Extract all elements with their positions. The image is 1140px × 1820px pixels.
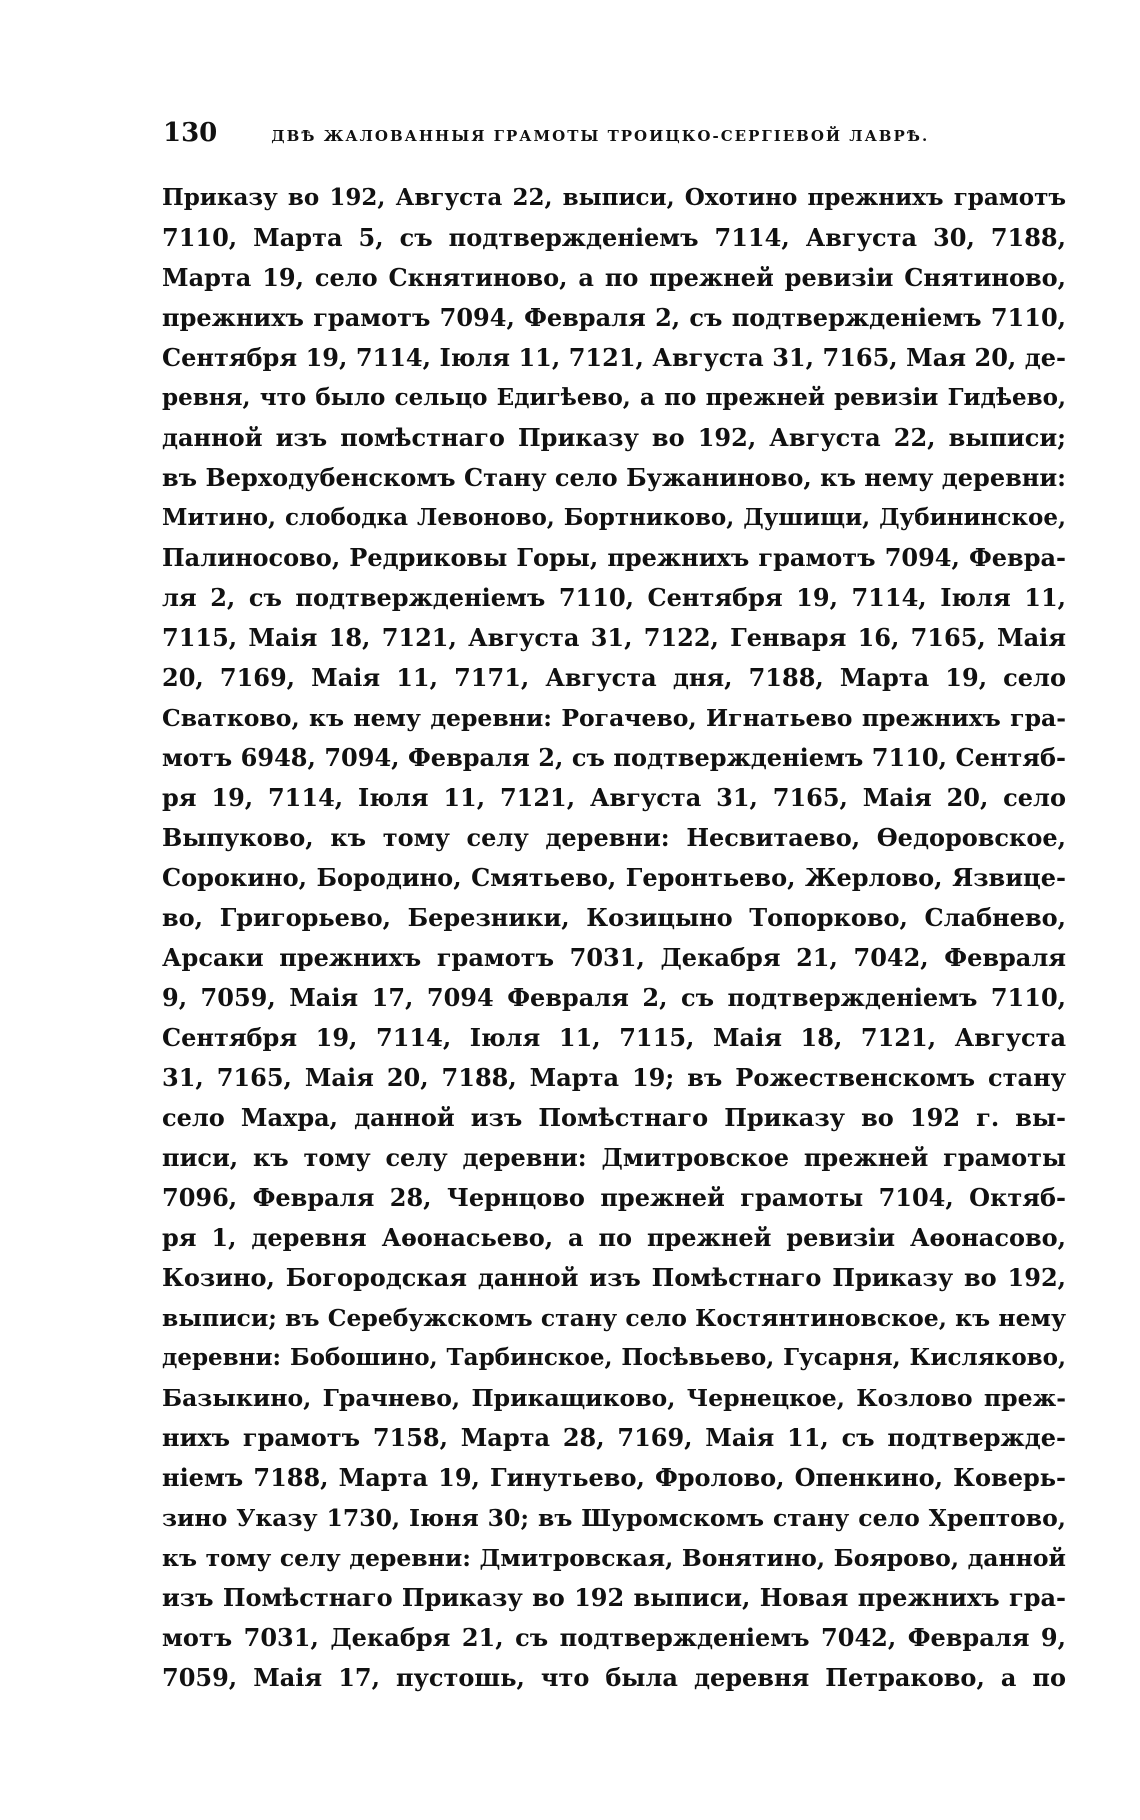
text-line: 31, 7165, Маія 20, 7188, Марта 19; въ Рожественскомъ стану	[162, 1063, 1066, 1092]
text-line: село Махра, данной изъ Помѣстнаго Приказу во 192 г. вы-	[162, 1103, 1066, 1132]
text-line: Сентября 19, 7114, Іюля 11, 7121, Августа 31, 7165, Мая 20, де-	[162, 343, 1066, 372]
running-head-title: ДВѢ ЖАЛОВАННЫЯ ГРАМОТЫ ТРОИЦКО-СЕРГІЕВОЙ ЛАВРѢ.	[271, 127, 930, 145]
text-line: 20, 7169, Маія 11, 7171, Августа дня, 7188, Марта 19, село	[162, 663, 1066, 692]
text-line: Базыкино, Грачнево, Прикащиково, Чернецкое, Козлово преж-	[162, 1384, 1066, 1412]
text-line: въ Верходубенскомъ Стану село Бужаниново, къ нему деревни:	[162, 463, 1066, 492]
text-line: мотъ 7031, Декабря 21, съ подтвержденіемъ 7042, Февраля 9,	[162, 1623, 1066, 1652]
text-line: Сорокино, Бородино, Смятьево, Геронтьево, Жерлово, Язвице-	[162, 863, 1066, 892]
text-line: Митино, слободка Левоново, Бортниково, Душищи, Дубининское,	[162, 504, 1066, 531]
text-line: Сватково, къ нему деревни: Рогачево, Игнатьево прежнихъ гра-	[162, 704, 1066, 732]
text-line: ревня, что было сельцо Едигѣево, а по прежней ревизіи Гидѣево,	[162, 384, 1066, 411]
text-line: Марта 19, село Скнятиново, а по прежней ревизіи Снятиново,	[162, 263, 1066, 292]
body-text	[162, 178, 1066, 1698]
text-line: Палиносово, Редриковы Горы, прежнихъ грамотъ 7094, Февра-	[162, 543, 1066, 572]
text-line: 9, 7059, Маія 17, 7094 Февраля 2, съ подтвержденіемъ 7110,	[162, 983, 1066, 1012]
text-line: данной изъ помѣстнаго Приказу во 192, Августа 22, выписи;	[162, 423, 1066, 452]
text-line: къ тому селу деревни: Дмитровская, Вонятино, Боярово, данной	[162, 1544, 1066, 1572]
text-line: изъ Помѣстнаго Приказу во 192 выписи, Новая прежнихъ гра-	[162, 1583, 1066, 1612]
text-line: 7059, Маія 17, пустошь, что была деревня Петраково, а по	[162, 1663, 1066, 1692]
text-line: выписи; въ Серебужскомъ стану село Костянтиновское, къ нему	[162, 1304, 1066, 1332]
page-number: 130	[163, 118, 218, 148]
text-line: прежнихъ грамотъ 7094, Февраля 2, съ подтвержденіемъ 7110,	[162, 303, 1066, 332]
text-line: писи, къ тому селу деревни: Дмитровское прежней грамоты	[162, 1143, 1066, 1172]
text-line: Приказу во 192, Августа 22, выписи, Охотино прежнихъ грамотъ	[162, 184, 1066, 211]
text-line: ря 1, деревня Аѳонасьево, а по прежней ревизіи Аѳонасово,	[162, 1223, 1066, 1252]
text-line: зино Указу 1730, Іюня 30; въ Шуромскомъ стану село Хрептово,	[162, 1504, 1066, 1532]
text-line: 7096, Февраля 28, Чернцово прежней грамоты 7104, Октяб-	[162, 1183, 1066, 1212]
text-line: во, Григорьево, Березники, Козицыно Топорково, Слабнево,	[162, 903, 1066, 932]
text-line: Выпуково, къ тому селу деревни: Несвитаево, Ѳедоровское,	[162, 823, 1066, 852]
text-line: 7110, Марта 5, съ подтвержденіемъ 7114, Августа 30, 7188,	[162, 223, 1066, 252]
text-line: 7115, Маія 18, 7121, Августа 31, 7122, Генваря 16, 7165, Маія	[162, 623, 1066, 652]
text-line: мотъ 6948, 7094, Февраля 2, съ подтвержденіемъ 7110, Сентяб-	[162, 743, 1066, 772]
text-line: деревни: Бобошино, Тарбинское, Посѣвьево, Гусарня, Кисляково,	[162, 1344, 1066, 1371]
text-line: ря 19, 7114, Іюля 11, 7121, Августа 31, 7165, Маія 20, село	[162, 783, 1066, 812]
text-line: Козино, Богородская данной изъ Помѣстнаго Приказу во 192,	[162, 1263, 1066, 1292]
text-line: ніемъ 7188, Марта 19, Гинутьево, Фролово, Опенкино, Коверь-	[162, 1463, 1066, 1492]
text-line: ля 2, съ подтвержденіемъ 7110, Сентября 19, 7114, Іюля 11,	[162, 583, 1066, 612]
text-line: Сентября 19, 7114, Іюля 11, 7115, Маія 18, 7121, Августа	[162, 1023, 1066, 1052]
running-head	[163, 118, 963, 152]
text-line: Арсаки прежнихъ грамотъ 7031, Декабря 21, 7042, Февраля	[162, 943, 1066, 972]
text-line: нихъ грамотъ 7158, Марта 28, 7169, Маія 11, съ подтвержде-	[162, 1423, 1066, 1452]
